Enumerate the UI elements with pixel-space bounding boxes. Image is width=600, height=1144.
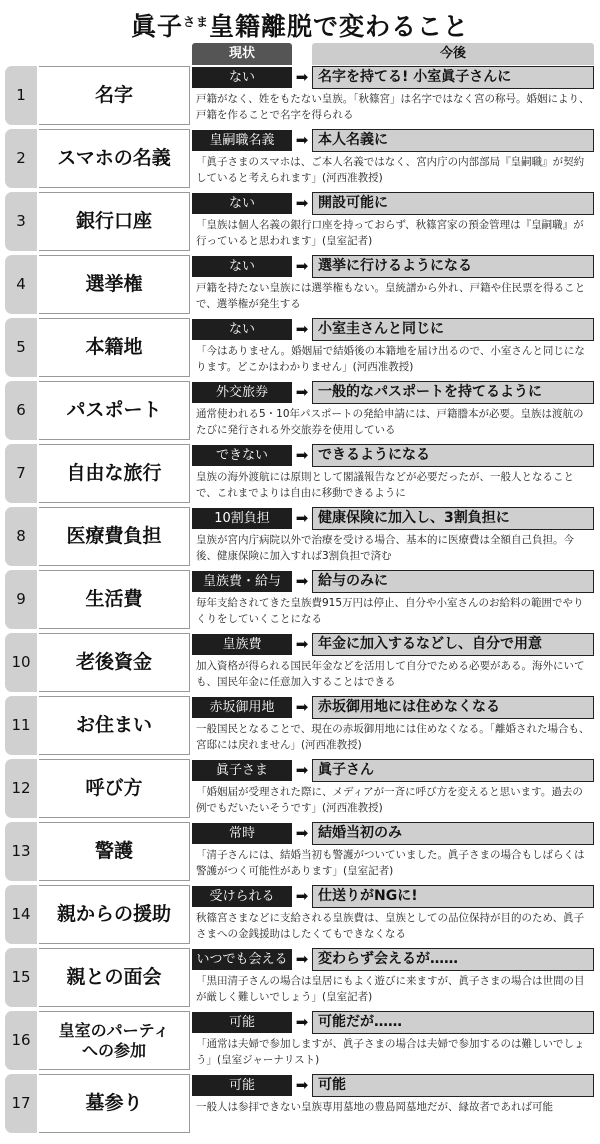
arrow-right-icon: ➡ <box>295 950 309 968</box>
row-number: 15 <box>5 948 37 1007</box>
page-title <box>0 0 600 40</box>
arrow-right-icon: ➡ <box>295 509 309 527</box>
row-description: 加入資格が得られる国民年金などを活用して自分でためる必要がある。海外にいても、国民年金に任意加入することはできる <box>196 660 585 688</box>
row-number: 6 <box>5 381 37 440</box>
row-description: 「清子さんには、結婚当初も警護がついていました。眞子さまの場合もしばらくは警護がつく可能性があります」(皇室記者) <box>196 849 585 877</box>
current-status: 常時 <box>192 823 292 844</box>
arrow-right-icon: ➡ <box>295 320 309 338</box>
title-honorific: さま <box>182 15 209 29</box>
after-status: 名字を持てる! 小室眞子さんに <box>312 66 594 89</box>
after-status: 本人名義に <box>312 129 594 152</box>
row-description: 「黒田清子さんの場合は皇居にもよく遊びに来ますが、眞子さまの場合は世間の目が厳しく難しいでしょう」(皇室記者) <box>196 975 585 1003</box>
current-status: いつでも会える <box>192 949 292 970</box>
arrow-right-icon: ➡ <box>295 1076 309 1094</box>
table-row <box>5 1074 595 1133</box>
row-label: 墓参り <box>39 1074 190 1133</box>
current-status: ない <box>192 67 292 88</box>
row-description: 「婚姻届が受理された際に、メディアが一斉に呼び方を変えると思います。過去の例でもだいたいそうです」(河西准教授) <box>196 786 583 814</box>
current-status: 眞子さま <box>192 760 292 781</box>
arrow-right-icon: ➡ <box>295 887 309 905</box>
after-status: 結婚当初のみ <box>312 822 594 845</box>
arrow-right-icon: ➡ <box>295 68 309 86</box>
row-label: 親との面会 <box>39 948 190 1007</box>
table-row <box>5 759 595 818</box>
table-row <box>5 948 595 1007</box>
row-label: 老後資金 <box>39 633 190 692</box>
table-row <box>5 444 595 503</box>
row-label: 警護 <box>39 822 190 881</box>
after-status: 仕送りがNGに! <box>312 885 594 908</box>
arrow-right-icon: ➡ <box>295 698 309 716</box>
row-label: スマホの名義 <box>39 129 190 188</box>
header-current: 現状 <box>192 43 292 65</box>
after-status: 健康保険に加入し、3割負担に <box>312 507 594 530</box>
current-status: 受けられる <box>192 886 292 907</box>
arrow-right-icon: ➡ <box>295 1013 309 1031</box>
table-row <box>5 822 595 881</box>
header-after: 今後 <box>312 43 594 65</box>
row-number: 4 <box>5 255 37 314</box>
row-description: 皇族が宮内庁病院以外で治療を受ける場合、基本的に医療費は全額自己負担。今後、健康保険に加入すれば3割負担で済む <box>196 534 574 562</box>
after-status: 年金に加入するなどし、自分で用意 <box>312 633 594 656</box>
current-status: 赤坂御用地 <box>192 697 292 718</box>
after-status: できるようになる <box>312 444 594 467</box>
table-row <box>5 570 595 629</box>
row-number: 1 <box>5 66 37 125</box>
row-number: 14 <box>5 885 37 944</box>
row-description: 一般国民となることで、現在の赤坂御用地には住めなくなる。「離婚された場合も、宮邸には戻れません」(河西准教授) <box>196 723 590 751</box>
current-status: 皇族費・給与 <box>192 571 292 592</box>
current-status: ない <box>192 256 292 277</box>
row-number: 2 <box>5 129 37 188</box>
row-description: 一般人は参拝できない皇族専用墓地の豊島岡墓地だが、縁故者であれば可能 <box>196 1101 553 1113</box>
row-label: 皇室のパーティ への参加 <box>39 1011 190 1070</box>
row-label: 親からの援助 <box>39 885 190 944</box>
table-row <box>5 318 595 377</box>
row-number: 10 <box>5 633 37 692</box>
row-description: 秋篠宮さまなどに支給される皇族費は、皇族としての品位保持が目的のため、眞子さまへの金銭援助はしたくてもできなくなる <box>196 912 585 940</box>
current-status: ない <box>192 319 292 340</box>
row-description: 「皇族は個人名義の銀行口座を持っておらず、秋篠宮家の預金管理は『皇嗣職』が行っていると思われます」(皇室記者) <box>196 219 584 247</box>
after-status: 開設可能に <box>312 192 594 215</box>
row-description: 毎年支給されてきた皇族費915万円は停止、自分や小室さんのお給料の範囲でやりくりをしていくことになる <box>196 597 584 625</box>
after-status: 一般的なパスポートを持てるように <box>312 381 594 404</box>
row-description: 「通常は夫婦で参加しますが、眞子さまの場合は夫婦で参加するのは難しいでしょう」(皇室ジャーナリスト) <box>196 1038 585 1066</box>
after-status: 赤坂御用地には住めなくなる <box>312 696 594 719</box>
current-status: ない <box>192 193 292 214</box>
table-row <box>5 66 595 125</box>
current-status: 可能 <box>192 1075 292 1096</box>
row-label: 選挙権 <box>39 255 190 314</box>
arrow-right-icon: ➡ <box>295 383 309 401</box>
current-status: 10割負担 <box>192 508 292 529</box>
after-status: 選挙に行けるようになる <box>312 255 594 278</box>
row-number: 5 <box>5 318 37 377</box>
row-number: 11 <box>5 696 37 755</box>
row-label: 自由な旅行 <box>39 444 190 503</box>
row-label: 生活費 <box>39 570 190 629</box>
current-status: できない <box>192 445 292 466</box>
table-row <box>5 507 595 566</box>
row-number: 17 <box>5 1074 37 1133</box>
row-description: 戸籍を持たない皇族には選挙権もない。皇統譜から外れ、戸籍や住民票を得ることで、選挙権が発生する <box>196 282 586 310</box>
row-description: 皇族の海外渡航には原則として閣議報告などが必要だったが、一般人となることで、これまでよりは自由に移動できるように <box>196 471 574 499</box>
row-description: 「今はありません。婚姻届で結婚後の本籍地を届け出るので、小室さんと同じになります。どこかはわかりません」(河西准教授) <box>196 345 585 373</box>
row-number: 12 <box>5 759 37 818</box>
current-status: 可能 <box>192 1012 292 1033</box>
title-prefix: 眞子 <box>130 12 183 41</box>
row-label: 医療費負担 <box>39 507 190 566</box>
row-description: 戸籍がなく、姓をもたない皇族。「秋篠宮」は名字ではなく宮の称号。婚姻により、戸籍を作ることで名字を得られる <box>196 93 590 121</box>
row-number: 8 <box>5 507 37 566</box>
table-row <box>5 381 595 440</box>
row-label: 銀行口座 <box>39 192 190 251</box>
row-number: 3 <box>5 192 37 251</box>
current-status: 皇族費 <box>192 634 292 655</box>
row-description: 通常使われる5・10年パスポートの発給申請には、戸籍謄本が必要。皇族は渡航のたびに発行される外交旅券を使用している <box>196 408 584 436</box>
row-label: 名字 <box>39 66 190 125</box>
table-row <box>5 255 595 314</box>
after-status: 眞子さん <box>312 759 594 782</box>
arrow-right-icon: ➡ <box>295 131 309 149</box>
arrow-right-icon: ➡ <box>295 194 309 212</box>
arrow-right-icon: ➡ <box>295 446 309 464</box>
table-row <box>5 633 595 692</box>
after-status: 変わらず会えるが…… <box>312 948 594 971</box>
row-label: 本籍地 <box>39 318 190 377</box>
row-number: 9 <box>5 570 37 629</box>
after-status: 可能 <box>312 1074 594 1097</box>
table-row <box>5 1011 595 1070</box>
row-number: 16 <box>5 1011 37 1070</box>
row-number: 7 <box>5 444 37 503</box>
row-number: 13 <box>5 822 37 881</box>
arrow-right-icon: ➡ <box>295 761 309 779</box>
current-status: 皇嗣職名義 <box>192 130 292 151</box>
arrow-right-icon: ➡ <box>295 572 309 590</box>
table-row <box>5 696 595 755</box>
current-status: 外交旅券 <box>192 382 292 403</box>
row-label: 呼び方 <box>39 759 190 818</box>
table-row <box>5 192 595 251</box>
arrow-right-icon: ➡ <box>295 824 309 842</box>
row-label: お住まい <box>39 696 190 755</box>
after-status: 給与のみに <box>312 570 594 593</box>
after-status: 可能だが…… <box>312 1011 594 1034</box>
row-description: 「眞子さまのスマホは、ご本人名義ではなく、宮内庁の内部部局『皇嗣職』が契約していると考えられます」(河西准教授) <box>196 156 585 184</box>
title-suffix: 皇籍離脱で変わること <box>209 12 470 41</box>
arrow-right-icon: ➡ <box>295 257 309 275</box>
row-label: パスポート <box>39 381 190 440</box>
after-status: 小室圭さんと同じに <box>312 318 594 341</box>
table-row <box>5 129 595 188</box>
arrow-right-icon: ➡ <box>295 635 309 653</box>
table-row <box>5 885 595 944</box>
